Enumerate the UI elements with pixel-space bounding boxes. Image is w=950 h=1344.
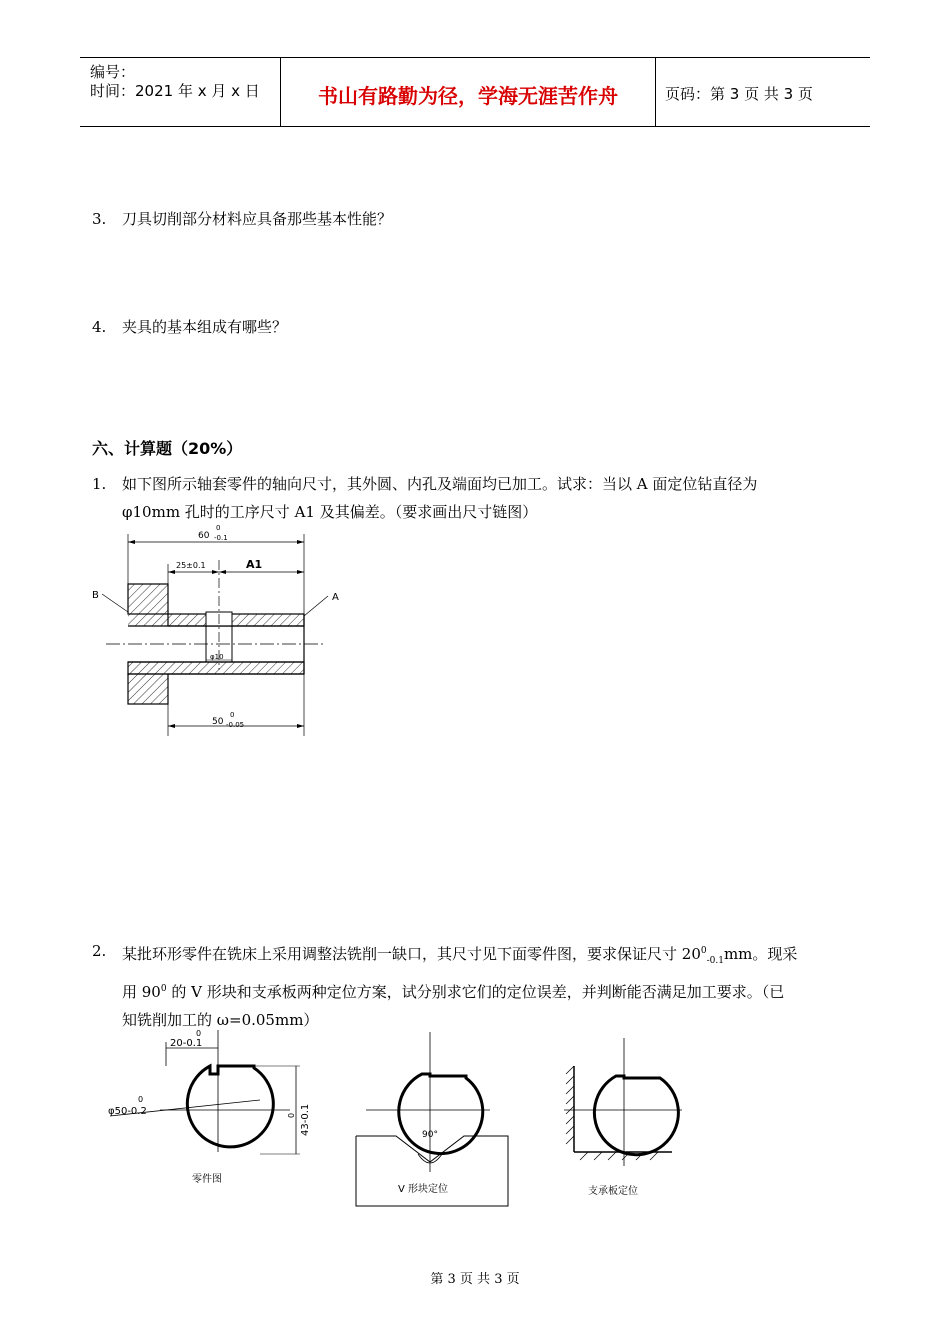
v-block-body — [356, 1136, 508, 1206]
leader-a — [304, 596, 328, 616]
dim-phi50-label: φ50-0.2 — [108, 1106, 147, 1117]
caption-v-block: V 形块定位 — [398, 1184, 449, 1195]
text-segment: 的 V 形块和支承板两种定位方案，试分别求它们的定位误差，并判断能否满足加工要求。（已 — [166, 983, 785, 1001]
hatch-wall-top — [168, 614, 304, 626]
hatch-wall-bottom — [128, 662, 304, 674]
caption-part-drawing: 零件图 — [192, 1174, 222, 1185]
hatch-flange-bottom — [128, 674, 168, 704]
arrow — [128, 540, 135, 544]
angle-label: 90° — [422, 1130, 438, 1140]
question-body — [122, 937, 867, 1034]
question-line — [122, 937, 867, 975]
question-number: 4. — [92, 318, 107, 336]
arrow — [168, 570, 175, 574]
footer-text: 第 3 页 共 3 页 — [430, 1272, 520, 1287]
dim-phi10-label: φ10 — [210, 653, 224, 661]
dim-60-label: 60 — [198, 531, 210, 541]
part-drawing — [108, 1029, 311, 1185]
dim-25-label: 25±0.1 — [176, 561, 206, 570]
arrow — [297, 570, 304, 574]
question-line — [122, 975, 867, 1006]
hatch-flange-top — [128, 584, 168, 614]
page-footer — [0, 1268, 950, 1287]
dim-50-label: 50 — [212, 717, 224, 727]
dim-50-tol-low: -0.05 — [226, 721, 245, 729]
question-line: φ10mm 孔时的工序尺寸 A1 及其偏差。（要求画出尺寸链图） — [122, 503, 538, 521]
section-title: 六、计算题（20%） — [92, 439, 243, 458]
superscript: 0 — [700, 946, 707, 956]
arrow — [297, 724, 304, 728]
dim-60-tol-up: 0 — [216, 524, 221, 532]
question-number: 1. — [92, 475, 107, 493]
bushing-drawing — [88, 520, 358, 745]
dim-50-tol-up: 0 — [230, 711, 235, 719]
ring-part-drawings — [100, 1022, 700, 1212]
dim-60-tol-low: -0.1 — [214, 534, 228, 542]
superscript: 0 — [160, 984, 167, 994]
header-right-cell — [655, 58, 870, 126]
question-text: 刀具切削部分材料应具备那些基本性能？ — [122, 210, 393, 228]
time-label: 时间：2021 年 x 月 x 日 — [90, 82, 260, 100]
arrow — [297, 540, 304, 544]
leader-b — [102, 594, 128, 612]
dim-43-tol-up: 0 — [287, 1112, 296, 1118]
text-segment: 用 90 — [122, 983, 161, 1001]
header-table — [80, 57, 870, 127]
arrow — [219, 570, 226, 574]
question-body — [122, 470, 867, 526]
header-center-cell — [280, 58, 656, 126]
question-line: 如下图所示轴套零件的轴向尺寸，其外圆、内孔及端面均已加工。试求：当以 A 面定位钻直径为 — [122, 475, 758, 493]
question-number: 2. — [92, 942, 107, 960]
v-block-fixture — [356, 1032, 508, 1206]
label-b: B — [92, 590, 99, 601]
serial-label: 编号： — [90, 63, 136, 81]
header-left-cell — [80, 58, 280, 126]
dim-43-label: 43-0.1 — [300, 1103, 311, 1136]
ring-outline — [399, 1074, 483, 1154]
question-text: 夹具的基本组成有哪些？ — [122, 318, 288, 336]
text-segment: 某批环形零件在铣床上采用调整法铣削一缺口，其尺寸见下面零件图，要求保证尺寸 20 — [122, 945, 701, 963]
hatch-wall-top-left — [128, 614, 168, 626]
caption-support-plate: 支承板定位 — [588, 1186, 638, 1197]
dim-20-label: 20-0.1 — [170, 1038, 203, 1049]
subscript: -0.1 — [706, 956, 724, 966]
question-number: 3. — [92, 210, 107, 228]
dim-phi50-tol-up: 0 — [138, 1095, 144, 1104]
arrow — [168, 724, 175, 728]
calc-question-2 — [92, 937, 867, 1029]
dim-20-tol-up: 0 — [196, 1029, 202, 1038]
label-a: A — [332, 592, 339, 603]
text-segment: mm。现采 — [723, 945, 798, 963]
question-line: 知铣削加工的 ω=0.05mm） — [122, 1011, 319, 1029]
dim-a1-label: A1 — [246, 558, 263, 571]
support-plate-fixture — [564, 1038, 682, 1197]
arrow — [212, 570, 219, 574]
page-info: 页码：第 3 页 共 3 页 — [665, 85, 813, 103]
motto: 书山有路勤为径，学海无涯苦作舟 — [318, 84, 618, 108]
ring-outline — [594, 1076, 678, 1155]
